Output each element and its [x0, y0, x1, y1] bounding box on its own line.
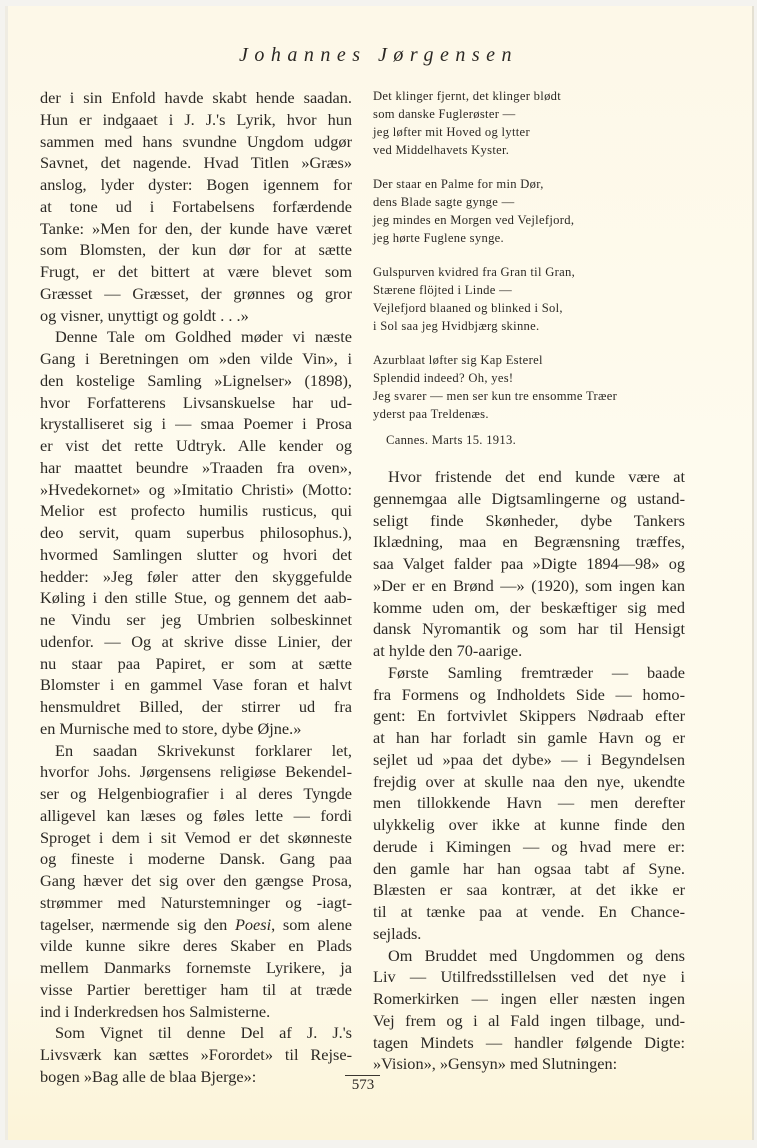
- text-line: dansk Nyromantik og som har til Hensigt: [373, 619, 685, 639]
- italic-term: Poesi: [234, 914, 272, 934]
- text-line: hvor Forfatterens Livsanskuelse har ud-: [40, 392, 352, 412]
- text-line: »Hvedekornet» og »Imitatio Christi» (Motto:: [40, 479, 352, 499]
- text-line: Sproget i dem i sit Vemod er det skønneste: [40, 827, 352, 847]
- text-line: anslog, lyder dyster: Bogen igennem for: [40, 175, 352, 194]
- poem-line: jeg mindes en Morgen ved Vejlefjord,: [373, 213, 575, 227]
- text-line: hvormed Samlingen slutter og hvori det: [40, 544, 352, 564]
- text-line: »Der er en Brønd —» (1920), som ingen kan: [373, 575, 685, 595]
- text-line: Blomster i en gammel Vase foran et halvt: [40, 675, 352, 695]
- text-line: Om Bruddet med Ungdommen og dens: [388, 945, 685, 965]
- text-line: saa Valget falder paa »Digte 1894—98» og: [373, 554, 685, 573]
- text-line: sammen med hans svundne Ungdom udgør: [40, 131, 352, 151]
- left-column: [40, 87, 352, 1088]
- text-line: tagen Mindets — handler følgende Digte:: [373, 1032, 685, 1052]
- page-number: 573: [351, 1077, 375, 1093]
- text-line: strømmer med Naturstemninger og -iagt-: [40, 892, 352, 912]
- text-line: og visner, unyttigt og goldt . . .»: [40, 305, 249, 325]
- text-line: Hvor fristende det end kunde være at: [388, 467, 685, 486]
- text-line: Gang i Beretningen om »den vilde Vin», i: [40, 349, 352, 368]
- text-line: hensmuldret Billed, der stirrer ud fra: [40, 697, 352, 716]
- poem-stanza: [373, 87, 685, 159]
- text-line: Køling i den stille Stue, og gennem det aab-: [40, 588, 352, 608]
- text-line: mellem Danmarks fornemste Lyrikere, ja: [40, 958, 352, 977]
- text-line: Hun er indgaaet i J. J.'s Lyrik, hvor hun: [40, 109, 352, 129]
- text-line: »Vision», »Gensyn» med Slutningen:: [373, 1054, 618, 1074]
- text-line: ne Vindu ser jeg Umbrien solbeskinnet: [40, 610, 352, 629]
- text-line: hedder: »Jeg føler atter den skyggefulde: [40, 566, 352, 586]
- text-line: deo servit, quam superbus philosophus.),: [40, 523, 352, 542]
- text-line: Første Samling fremtræder — baade: [388, 662, 685, 682]
- poem-line: Splendid indeed? Oh, yes!: [373, 371, 514, 385]
- text-line: har maattet beundre »Traaden fra oven»,: [40, 457, 352, 477]
- poem-line: dens Blade sagte gynge —: [373, 195, 515, 209]
- poem-stanza: [373, 175, 685, 247]
- poem-line: Der staar en Palme for min Dør,: [373, 177, 544, 191]
- text-line: gennemgaa alle Digtsamlingerne og ustand-: [373, 488, 685, 508]
- text-line: og fineste i moderne Dansk. Gang paa: [40, 849, 352, 869]
- text-line: som Blomsten, der kun dør for at sætte: [40, 240, 352, 260]
- text-line: alligevel kan læses og føles lette — fordi: [40, 805, 352, 825]
- poem-line: Vejlefjord blaaned og blinked i Sol,: [373, 301, 563, 315]
- text-line: vilde kunne sikre deres Skaber en Plads: [40, 936, 352, 956]
- poem-line: Stærene flöjted i Linde —: [373, 283, 513, 297]
- text-line: seligt finde Skønheder, dybe Tankers: [373, 510, 685, 530]
- right-column: [373, 87, 685, 1075]
- text-line: en Murnische med to store, dybe Øjne.»: [40, 718, 302, 738]
- folio-rule: [345, 1075, 380, 1076]
- poem-line: Azurblaat løfter sig Kap Esterel: [373, 353, 543, 367]
- text-line: En saadan Skrivekunst forklarer let,: [55, 740, 352, 760]
- text-line: Vej frem og i al Fald ingen tilbage, und-: [373, 1010, 685, 1030]
- right-prose: [373, 466, 685, 1075]
- text-line: Liv — Utilfredsstillelsen ved det nye i: [373, 967, 685, 987]
- text-line: Iklædning, maa en Begrænsning træffes,: [373, 532, 685, 552]
- text-line: men tillokkende Havn — men derefter: [373, 793, 685, 813]
- text-line: Tanke: »Men for den, der kunde have været: [40, 218, 352, 238]
- text-line: Blæsten er saa kontrær, at det ikke er: [373, 880, 685, 900]
- text-line: hvorfor Johs. Jørgensens religiøse Bekendel-: [40, 762, 352, 782]
- text-line: ulykkelig over ikke at kunne finde den: [373, 815, 685, 834]
- poem-stanza: [373, 351, 685, 423]
- poem-line: Gulspurven kvidred fra Gran til Gran,: [373, 265, 576, 279]
- text-line: krystalliseret sig i — smaa Poemer i Prosa: [40, 414, 352, 434]
- poem-line: i Sol saa jeg Hvidbjærg skinne.: [373, 319, 540, 333]
- poem: [373, 87, 685, 449]
- text-line: sejlads.: [373, 923, 422, 943]
- text-line: er vist det rette Udtryk. Alle kender og: [40, 436, 352, 455]
- running-head: Johannes Jørgensen: [239, 44, 518, 66]
- text-line: gent: En fortvivlet Skippers Nødraab efter: [373, 706, 685, 726]
- text-line: visse Partier berettiger ham til at træde: [40, 979, 352, 999]
- text-line: derude i Kimingen — og hvad mere er:: [373, 836, 685, 856]
- text-line: at hylde den 70-aarige.: [373, 641, 523, 660]
- text-line: til at tænke paa at vende. En Chance-: [373, 902, 685, 921]
- text-line: der i sin Enfold havde skabt hende saadan.: [40, 88, 352, 107]
- text-line: Græsset — Græsset, der grønnes og gror: [40, 283, 352, 303]
- text-line: Som Vignet til denne Del af J. J.'s: [55, 1023, 352, 1043]
- poem-line: jeg hørte Fuglene synge.: [373, 231, 505, 245]
- text-line: den kostelige Samling »Lignelser» (1898),: [40, 370, 352, 390]
- text-line: Denne Tale om Goldhed møder vi næste: [55, 327, 352, 347]
- text-line: frejdig over at skulle naa den nye, ukendte: [373, 771, 685, 791]
- text-line: Savnet, det nagende. Hvad Titlen »Græs»: [40, 153, 352, 173]
- text-line: at tone ud i Fortabelsens forfærdende: [40, 196, 352, 216]
- text-line: at han har forladt sin gamle Havn og er: [373, 728, 685, 747]
- text-line: Gang hæver det sig over den gængse Prosa,: [40, 871, 352, 890]
- text-line: bogen »Bag alle de blaa Bjerge»:: [40, 1066, 257, 1086]
- text-line: ind i Inderkredsen hos Salmisterne.: [40, 1001, 271, 1021]
- poem-line: yderst paa Treldenæs.: [373, 407, 489, 421]
- poem-stanza: [373, 263, 685, 335]
- text-line: fra Formens og Indholdets Side — homo-: [373, 684, 685, 704]
- text-line: Frugt, er det bittert at være blevet som: [40, 262, 352, 281]
- poem-line: som danske Fuglerøster —: [373, 107, 516, 121]
- poem-line: jeg løfter mit Hoved og lytter: [373, 125, 530, 139]
- text-line: tagelser, nærmende sig den Poesi, som alene: [40, 914, 352, 934]
- text-line: Melior est profecto humilis rusticus, qui: [40, 501, 352, 521]
- text-line: sejlet ud »paa det dybe» — i Begyndelsen: [373, 749, 685, 769]
- poem-line: ved Middelhavets Kyster.: [373, 143, 510, 157]
- poem-line: Det klinger fjernt, det klinger blødt: [373, 89, 562, 103]
- text-line: Livsværk kan sættes »Forordet» til Rejse-: [40, 1045, 352, 1064]
- text-line: den gamle har han ogsaa tabt af Syne.: [373, 858, 685, 878]
- poem-line: Jeg svarer — men ser kun tre ensomme Træer: [373, 389, 618, 403]
- poem-dateline: Cannes. Marts 15. 1913.: [386, 433, 517, 447]
- text-line: udenfor. — Og at skrive disse Linier, der: [40, 631, 352, 651]
- text-line: nu staar paa Papiret, er som at sætte: [40, 653, 352, 673]
- text-line: komme uden om, der beskæftiger sig med: [373, 597, 685, 617]
- text-line: ser og Helgenbiografier i al deres Tyngde: [40, 784, 352, 803]
- text-line: Romerkirken — ingen eller næsten ingen: [373, 989, 685, 1008]
